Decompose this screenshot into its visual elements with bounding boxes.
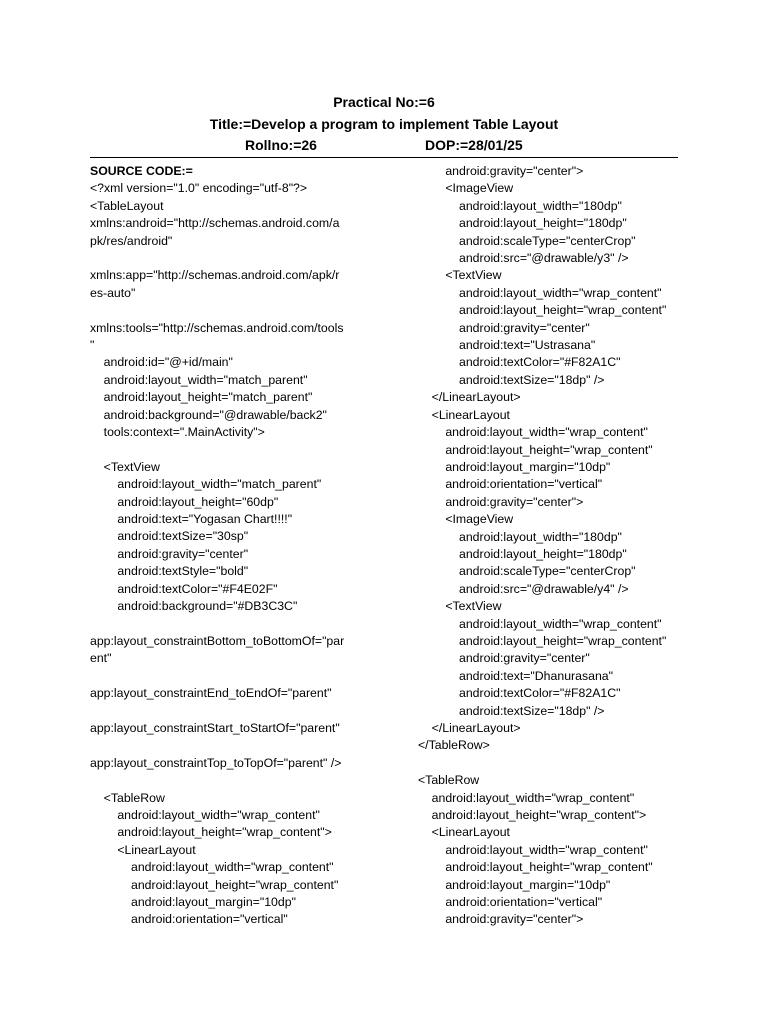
code-line: android:layout_height="180dp" (418, 546, 627, 561)
code-line: es-auto" (90, 285, 136, 300)
code-line: <?xml version="1.0" encoding="utf-8"?> (90, 181, 308, 196)
code-line: android:orientation="vertical" (90, 912, 288, 927)
code-line: android:gravity="center"> (418, 164, 584, 178)
code-line: ent" (90, 651, 112, 666)
code-line: android:scaleType="centerCrop" (418, 233, 636, 248)
code-line: android:layout_width="wrap_content" (418, 285, 662, 300)
code-line (418, 755, 688, 772)
code-line: android:background="#DB3C3C" (90, 599, 298, 614)
code-line: android:layout_width="wrap_content" (418, 842, 648, 857)
code-line: android:layout_width="match_parent" (90, 372, 308, 387)
code-line: <TextView (418, 599, 502, 614)
code-line: android:layout_height="wrap_content" (90, 877, 339, 892)
practical-title: Title:=Develop a program to implement Table Layout (209, 116, 559, 132)
code-line: <LinearLayout (418, 407, 510, 422)
code-line (90, 441, 375, 458)
code-line: android:textSize="30sp" (90, 529, 249, 544)
code-line: </LinearLayout> (418, 390, 521, 405)
code-line: android:layout_width="180dp" (418, 198, 622, 213)
code-line: android:textSize="18dp" /> (418, 372, 605, 387)
code-line: pk/res/android" (90, 233, 173, 248)
source-code-right-column (418, 163, 688, 929)
roll-number: Rollno:=26 (245, 137, 317, 153)
code-line: app:layout_constraintEnd_toEndOf="parent" (90, 686, 332, 701)
code-line: android:gravity="center"> (418, 912, 584, 927)
code-line: <LinearLayout (90, 842, 196, 857)
code-line: android:id="@+id/main" (90, 355, 233, 370)
code-line: xmlns:android="http://schemas.android.com/a (90, 216, 340, 231)
code-line: android:gravity="center" (418, 651, 590, 666)
practical-number: Practical No:=6 (333, 94, 435, 110)
code-line: android:textSize="18dp" /> (418, 703, 605, 718)
code-line: android:background="@drawable/back2" (90, 407, 327, 422)
code-line: android:layout_height="wrap_content" (418, 860, 653, 875)
source-code-left-column (90, 163, 375, 929)
code-line: app:layout_constraintStart_toStartOf="parent" (90, 720, 340, 735)
code-line: android:textColor="#F4E02F" (90, 581, 278, 596)
code-line: android:layout_margin="10dp" (90, 894, 296, 909)
code-line (90, 616, 375, 633)
code-line (90, 737, 375, 754)
code-line: android:orientation="vertical" (418, 477, 603, 492)
code-line: android:layout_width="wrap_content" (418, 425, 648, 440)
code-line: android:layout_height="wrap_content" (418, 633, 667, 648)
code-line: android:scaleType="centerCrop" (418, 564, 636, 579)
code-line: app:layout_constraintBottom_toBottomOf="par (90, 633, 345, 648)
code-line: xmlns:tools="http://schemas.android.com/tools (90, 320, 344, 335)
code-line: xmlns:app="http://schemas.android.com/apk/r (90, 268, 340, 283)
code-line: android:layout_width="wrap_content" (418, 790, 635, 805)
code-line: android:layout_width="wrap_content" (90, 807, 320, 822)
code-line: android:layout_height="wrap_content"> (418, 808, 647, 823)
code-line: </LinearLayout> (418, 721, 521, 735)
code-line: </TableRow> (418, 738, 490, 753)
code-line (90, 703, 375, 720)
code-line: android:layout_width="match_parent" (90, 477, 322, 492)
code-line: android:orientation="vertical" (418, 895, 603, 910)
code-line: tools:context=".MainActivity"> (90, 425, 265, 440)
code-line (90, 772, 375, 789)
code-line: android:gravity="center" (418, 320, 590, 335)
code-line: android:gravity="center"> (418, 494, 584, 509)
code-line: android:src="@drawable/y4" /> (418, 581, 629, 596)
code-line: app:layout_constraintTop_toTopOf="parent" /> (90, 755, 342, 770)
code-line: <ImageView (418, 181, 514, 196)
code-line: android:textColor="#F82A1C" (418, 355, 621, 370)
code-line: <TextView (418, 268, 502, 283)
code-line: android:layout_height="180dp" (418, 216, 627, 231)
code-line: android:text="Dhanurasana" (418, 668, 614, 683)
date-of-practical: DOP:=28/01/25 (425, 137, 523, 153)
code-line: " (90, 338, 95, 353)
code-line: android:layout_width="180dp" (418, 529, 622, 544)
code-line: android:layout_width="wrap_content" (90, 860, 334, 875)
code-line: <LinearLayout (418, 825, 510, 840)
code-line: android:layout_height="wrap_content" (418, 442, 653, 457)
header-divider (90, 157, 678, 158)
code-line: android:text="Yogasan Chart!!!!" (90, 512, 293, 527)
code-line (90, 302, 375, 319)
code-line: <TableRow (90, 790, 165, 805)
code-line: android:layout_margin="10dp" (418, 459, 611, 474)
code-line: android:textColor="#F82A1C" (418, 686, 621, 701)
code-line: <ImageView (418, 512, 514, 527)
code-line: android:layout_margin="10dp" (418, 877, 611, 892)
code-line: <TableLayout (90, 198, 164, 213)
code-line: <TableRow (418, 773, 480, 788)
code-line: android:text="Ustrasana" (418, 338, 596, 353)
code-line: android:layout_height="match_parent" (90, 390, 313, 405)
code-line: android:layout_height="wrap_content" (418, 303, 667, 318)
code-line: <TextView (90, 459, 160, 474)
code-line (90, 250, 375, 267)
source-code-heading: SOURCE CODE:= (90, 164, 193, 178)
code-line: android:layout_height="wrap_content"> (90, 825, 332, 840)
code-line: android:textStyle="bold" (90, 564, 249, 579)
code-line: android:layout_height="60dp" (90, 494, 279, 509)
code-line: android:layout_width="wrap_content" (418, 616, 662, 631)
code-line: android:gravity="center" (90, 546, 249, 561)
code-line (90, 668, 375, 685)
code-line: android:src="@drawable/y3" /> (418, 251, 629, 266)
